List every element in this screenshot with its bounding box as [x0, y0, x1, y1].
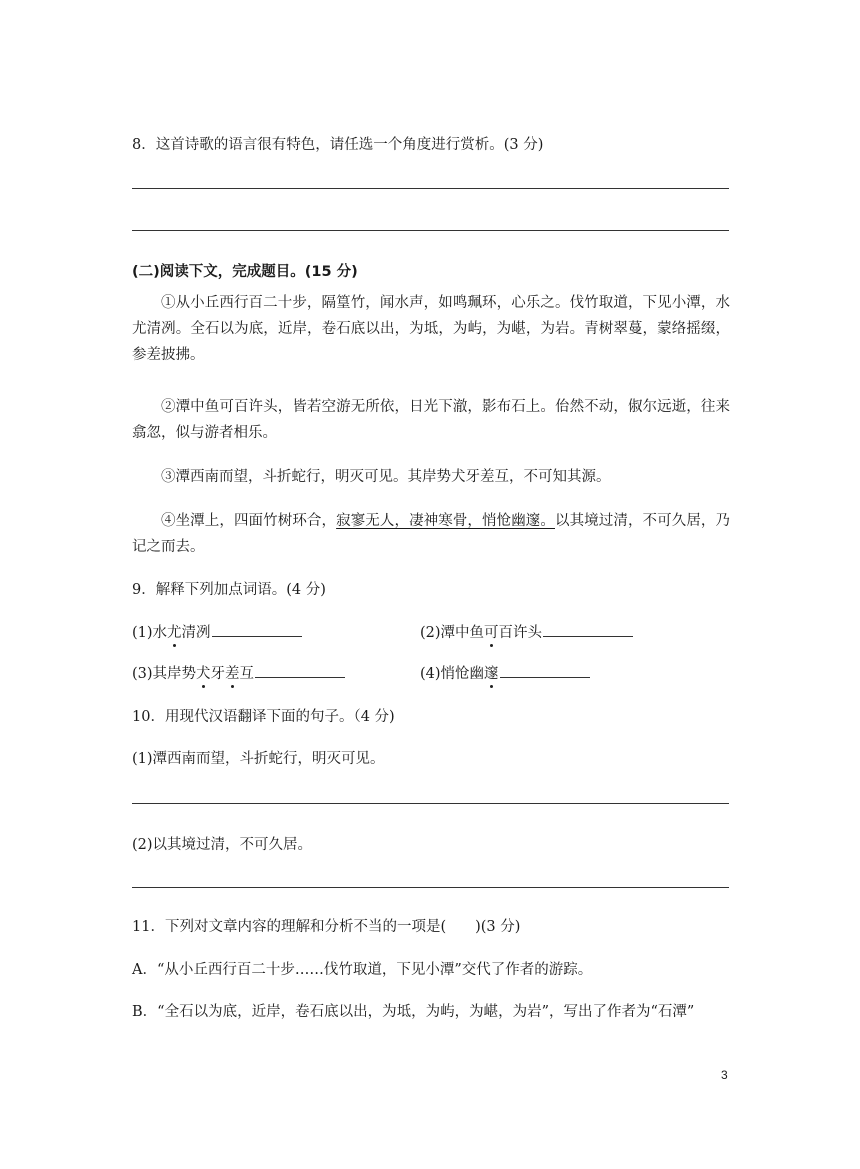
- answer-blank-1[interactable]: [212, 622, 302, 637]
- answer-blank-4[interactable]: [500, 663, 590, 678]
- q10-sentence-1: (1)潭西南而望，斗折蛇行，明灭可见。: [132, 751, 385, 767]
- dotted-char: 犬: [196, 662, 211, 683]
- q9-item-3: (3)其岸势犬牙差互: [132, 662, 345, 683]
- answer-blank-2[interactable]: [543, 622, 633, 637]
- passage-paragraph-3: ③潭西南而望，斗折蛇行，明灭可见。其岸势犬牙差互，不可知其源。: [161, 469, 611, 485]
- passage-paragraph-2: ②潭中鱼可百许头，皆若空游无所依，日光下澈，影布石上。佁然不动，俶尔远逝，往来翕忽，似与游者相乐。: [132, 399, 730, 441]
- page-number: 3: [721, 1068, 728, 1082]
- underlined-sentence: 寂寥无人，凄神寒骨，悄怆幽邃。: [336, 513, 555, 529]
- answer-blank-3[interactable]: [255, 663, 345, 678]
- answer-line-q10-1[interactable]: [132, 803, 729, 804]
- paragraph-4-text-before: ④坐潭上，四面竹树环合，: [161, 513, 337, 529]
- answer-line-q8-1[interactable]: [132, 188, 729, 189]
- passage-paragraph-1: ①从小丘西行百二十步，隔篁竹，闻水声，如鸣珮环，心乐之。伐竹取道，下见小潭，水尤清冽。全石以为底，近岸，卷石底以出，为坻，为屿，为嵁，为岩。青树翠蔓，蒙络摇缀，参差披拂。: [132, 295, 730, 363]
- dotted-char: 可: [484, 621, 499, 642]
- section-2-heading: (二)阅读下文，完成题目。(15 分): [132, 264, 358, 280]
- question-11: 11．下列对文章内容的理解和分析不当的一项是( )(3 分): [132, 919, 521, 935]
- question-10: 10．用现代汉语翻译下面的句子。（4 分): [132, 709, 395, 725]
- question-8: 8．这首诗歌的语言很有特色，请任选一个角度进行赏析。(3 分): [132, 137, 544, 153]
- q10-sentence-2: (2)以其境过清，不可久居。: [132, 837, 313, 853]
- passage-paragraph-4: [132, 508, 730, 560]
- answer-line-q10-2[interactable]: [132, 887, 729, 888]
- paragraph-4-text-after: 以其境过清，不可久居，乃记之而去。: [132, 513, 731, 555]
- q11-option-b: B．“全石以为底，近岸，卷石底以出，为坻，为屿，为嵁，为岩”，写出了作者为“石潭”: [132, 1004, 695, 1020]
- dotted-char: 邃: [484, 662, 499, 683]
- answer-line-q8-2[interactable]: [132, 230, 729, 231]
- dotted-char: 尤: [167, 621, 182, 642]
- q9-item-1: (1)水尤清冽: [132, 621, 302, 642]
- q9-item-4: (4)悄怆幽邃: [420, 662, 590, 683]
- question-9: 9．解释下列加点词语。(4 分): [132, 582, 326, 598]
- q11-option-a: A．“从小丘西行百二十步……伐竹取道，下见小潭”交代了作者的游踪。: [132, 962, 593, 978]
- q9-item-2: (2)潭中鱼可百许头: [420, 621, 633, 642]
- dotted-char: 差: [225, 662, 240, 683]
